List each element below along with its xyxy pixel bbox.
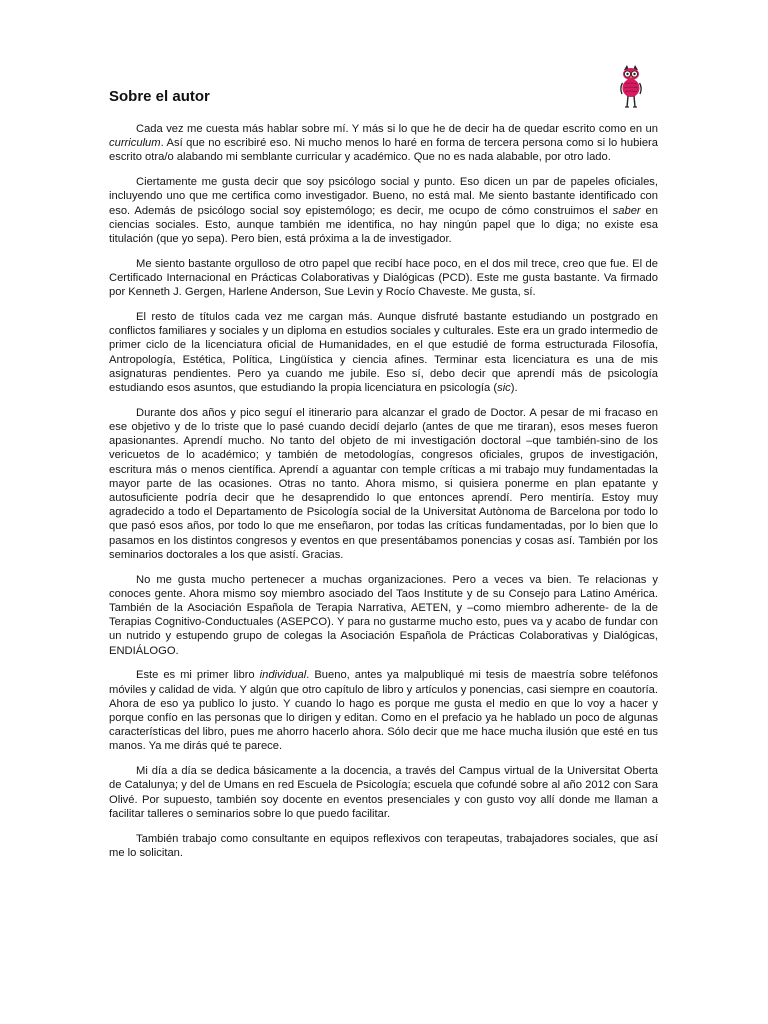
owl-figure-icon xyxy=(619,64,643,110)
paragraph: Me siento bastante orgulloso de otro papel que recibí hace poco, en el dos mil trece, creo que fue. El de Certificado Internacional en Prácticas Colaborativas y Dialógicas (PCD). Este me gusta bastante. Va firmado por Kenneth J. Gergen, Harlene Anderson, Sue Levin y Rocío Chaveste. Me gusta, sí. xyxy=(109,257,658,299)
paragraph: Cada vez me cuesta más hablar sobre mí. Y más si lo que he de decir ha de quedar escrito como en un curriculum. Así que no escribiré eso. Ni mucho menos lo haré en forma de tercera persona como si lo hubiera escrito otra/o alabando mi semblante curricular y académico. Que no es nada alabable, por otro lado. xyxy=(109,123,658,164)
body-text xyxy=(109,122,658,871)
paragraph: También trabajo como consultante en equipos reflexivos con terapeutas, trabajadores sociales, que así me lo solicitan. xyxy=(109,832,658,859)
paragraph: Durante dos años y pico seguí el itinerario para alcanzar el grado de Doctor. A pesar de mi fracaso en ese objetivo y de lo triste que lo pasé cuando decidí dejarlo (antes de que me tiraran), esos meses fueron apasionantes. Aprendí mucho. No tanto del objeto de mi investigación doctoral –que también-sino de los vericuetos de lo académico; y también de metodologías, congresos oficiales, grupos de investigación, escritura más o menos científica. Aprendí a aguantar con temple críticas a mi trabajo muy fundamentadas la mayor parte de las ocasiones. Otras no tanto. Ahora mismo, si quisiera ponerme en plan epatante y autosuficiente podría decir que he desaprendido lo que entonces aprendí. Pero mentiría. Estoy muy agradecido a todo el Departamento de Psicología social de la Universitat Autònoma de Barcelona por todo lo que pasó esos años, por todo lo que me enseñaron, por todas las críticas fundamentadas, por lo bien que lo pasamos en los distintos congresos y eventos en que presentábamos ponencias y cosas así. También por los seminarios doctorales a los que asistí. Gracias. xyxy=(109,406,658,561)
paragraph: No me gusta mucho pertenecer a muchas organizaciones. Pero a veces va bien. Te relacionas y conoces gente. Ahora mismo soy miembro asociado del Taos Institute y de su Consejo para Latino América. También de la Asociación Española de Terapia Narrativa, AETEN, y –como miembro adherente- de la de Terapias Cognitivo-Conductuales (ASEPCO). Y para no gustarme mucho esto, pues va y acabo de fundar con un nutrido y estupendo grupo de colegas la Asociación Española de Prácticas Colaborativas y Dialógicas, ENDIÁLOGO. xyxy=(109,573,658,657)
paragraph: El resto de títulos cada vez me cargan más. Aunque disfruté bastante estudiando un postgrado en conflictos familiares y sociales y un diploma en estudios sociales y culturales. Este era un grado intermedio de primer ciclo de la licenciatura oficial de Humanidades, en el que estudié de forma estructurada Filosofía, Antropología, Estética, Política, Lingüística y ciencia afines. Terminar esta licenciatura es una de mis asignaturas pendientes. Pero ya cuando me jubile. Eso sí, debo decir que aprendí más de psicología estudiando esos asuntos, que estudiando la propia licenciatura en psicología (sic). xyxy=(109,311,658,395)
paragraph: Ciertamente me gusta decir que soy psicólogo social y punto. Eso dicen un par de papeles oficiales, incluyendo uno que me certifica como investigador. Bueno, no está mal. Me siento bastante identificado con eso. Además de psicólogo social soy epistemólogo; es decir, me ocupo de cómo construimos el saber en ciencias sociales. Esto, aunque también me identifica, no hay ningún papel que lo diga; no existe esa titulación (que yo sepa). Pero bien, está próxima a la de investigador. xyxy=(109,176,658,246)
section-title: Sobre el autor xyxy=(109,88,210,105)
paragraph: Mi día a día se dedica básicamente a la docencia, a través del Campus virtual de la Universitat Oberta de Catalunya; y del de Umans en red Escuela de Psicología; escuela que cofundé sobre al año 2012 con Sara Olivé. Por supuesto, también soy docente en eventos presenciales y con gusto voy allí donde me llaman a facilitar talleres o seminarios sobre lo que puedo facilitar. xyxy=(109,765,658,820)
paragraph: Este es mi primer libro individual. Bueno, antes ya malpubliqué mi tesis de maestría sobre teléfonos móviles y calidad de vida. Y algún que otro capítulo de libro y artículos y ponencias, casi siempre en coautoría. Ahora de eso ya publico lo justo. Y cuando lo hago es porque me gusta el medio en que lo voy a hacer y porque confío en las personas que lo dirigen y editan. Como en el prefacio ya he hablado un poco de algunas características del libro, pues me ahorro hacerlo ahora. Sólo decir que me hace mucha ilusión que esté en tus manos. Ya me dirás qué te parece. xyxy=(109,669,659,753)
